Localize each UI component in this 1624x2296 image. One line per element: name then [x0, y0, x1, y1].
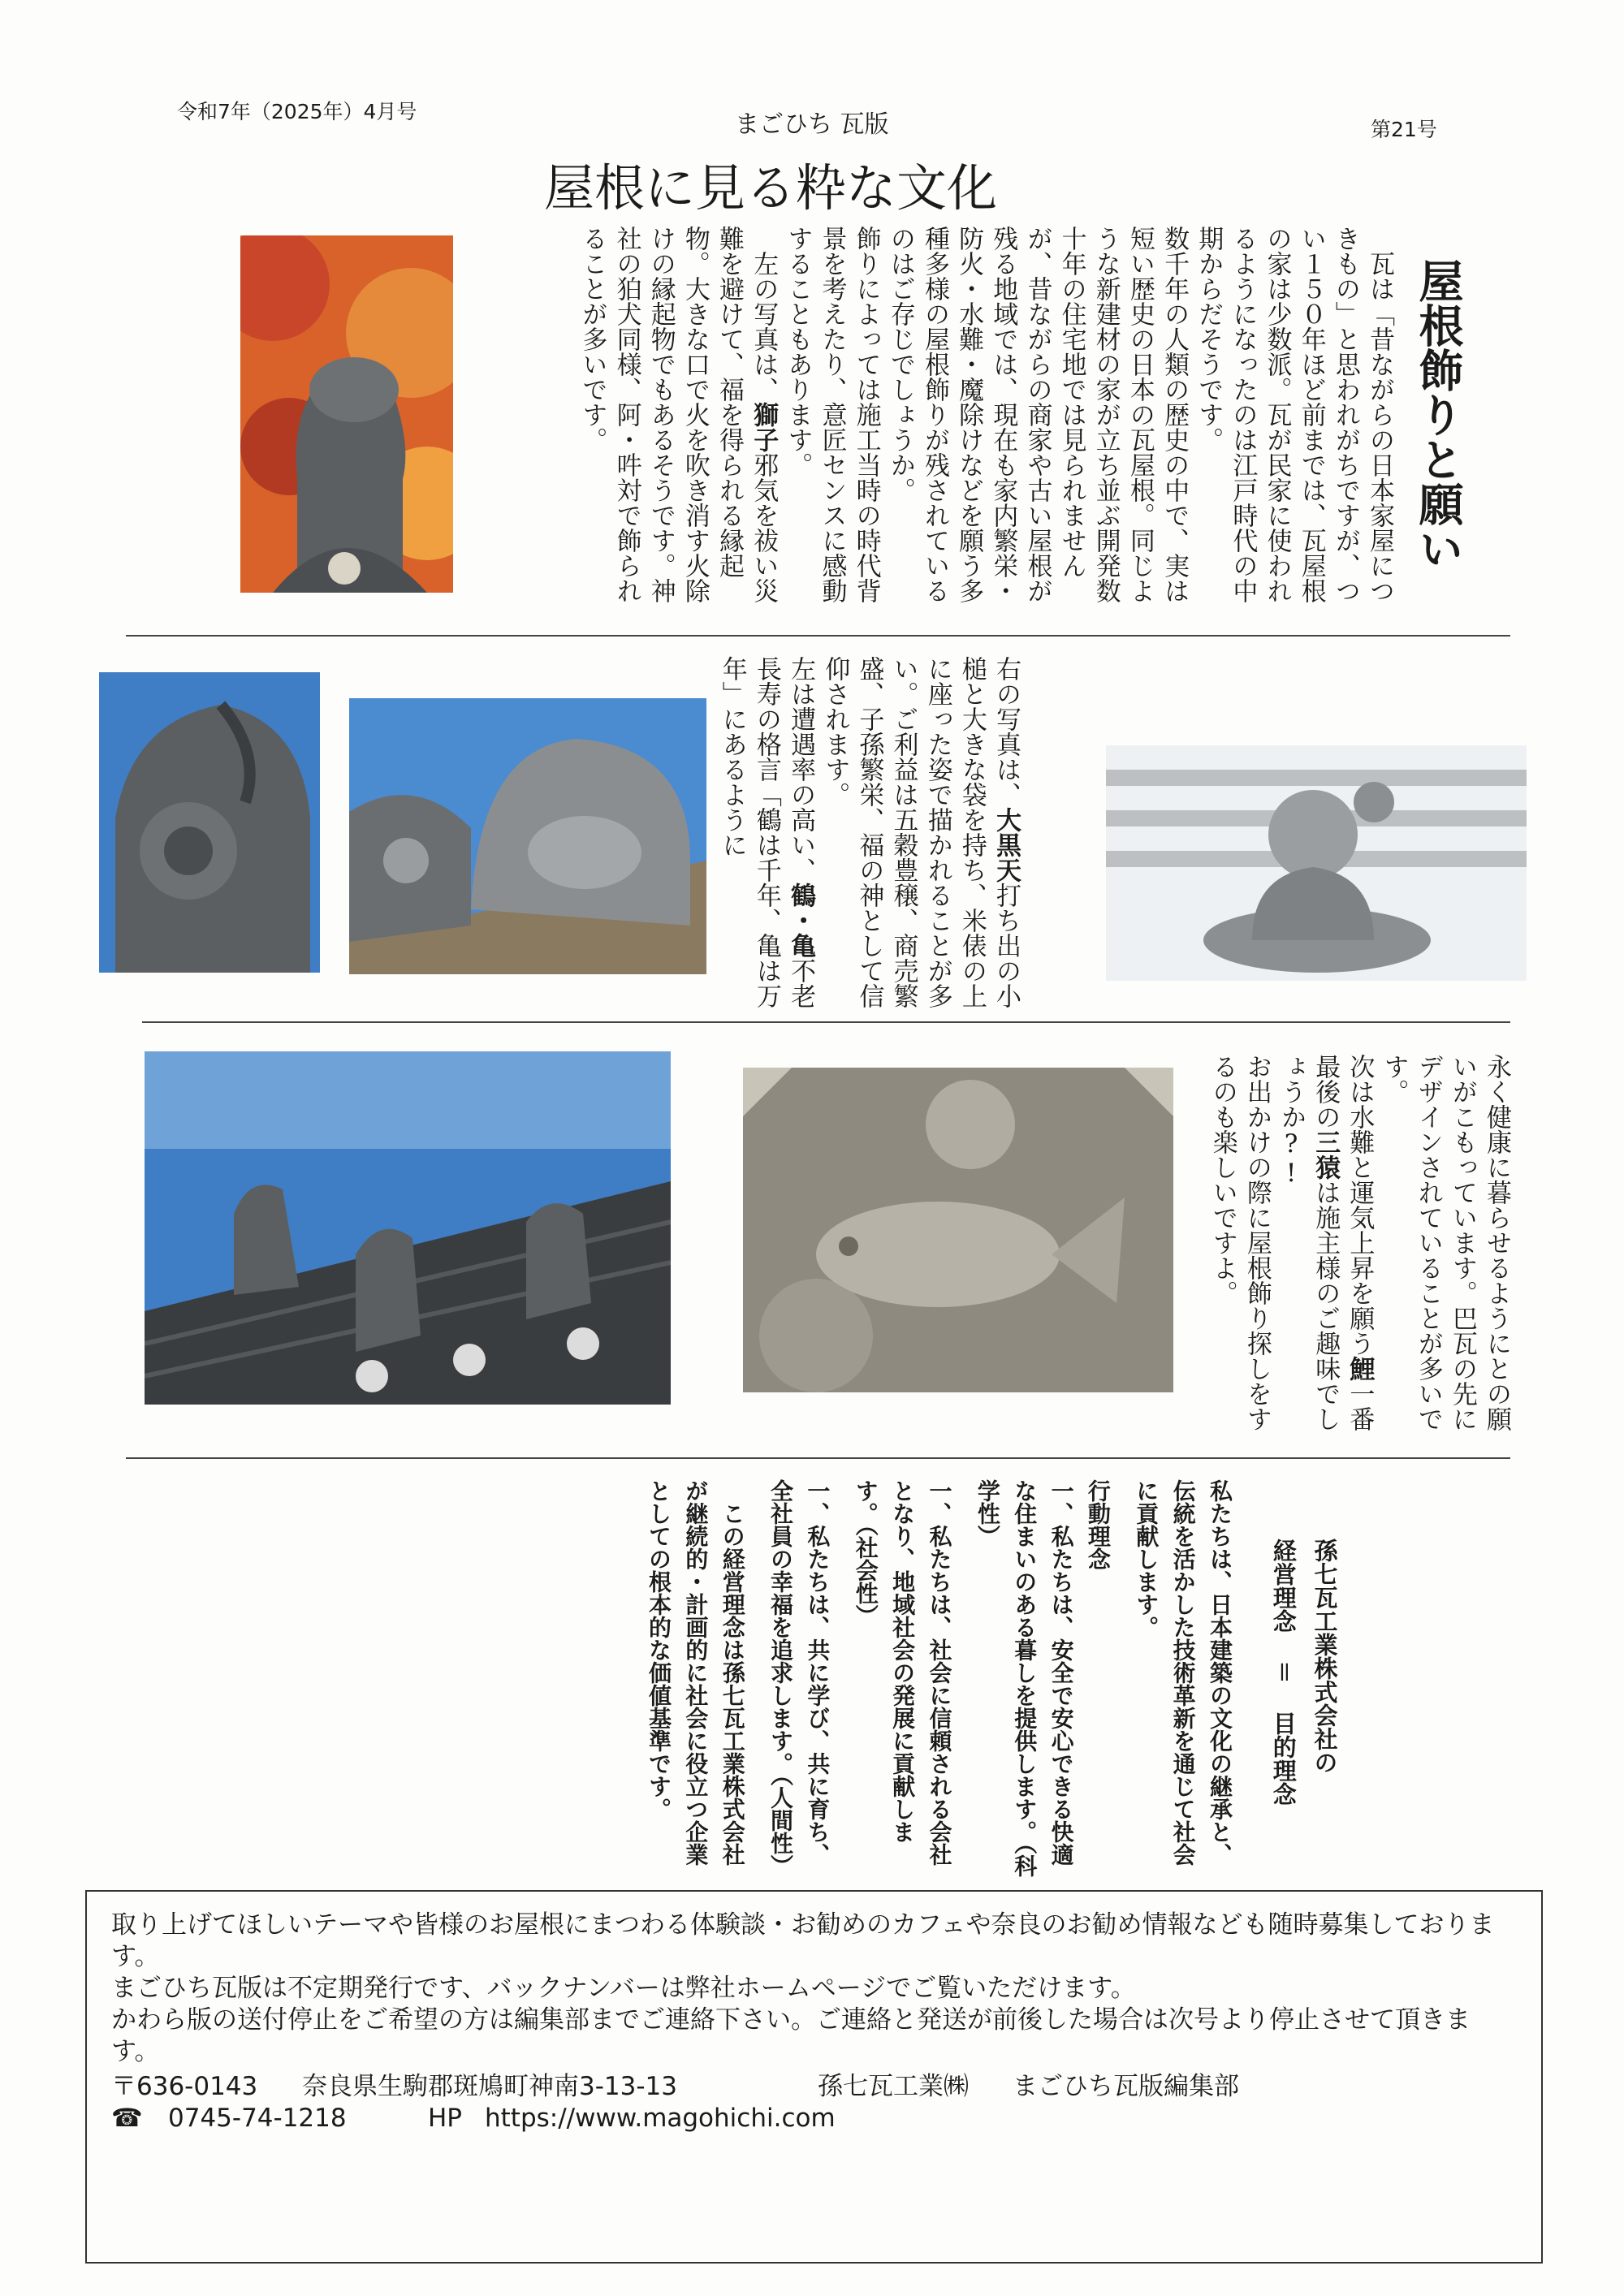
para-ornaments: 数千年の人類の歴史の中で、実は短い歴史の日本の瓦屋根。同じような新建材の家が立ち並ぶ開発数十年の住宅地では見られませんが、昔ながらの商家や古い屋根が残る地域では、現在も家内繁栄・防火・水難・魔除けなどを願う多種多様の屋根飾りが残されているのはご存じでしょうか。 [885, 226, 1190, 603]
address: 奈良県生駒郡斑鳩町神南3-13-13 [302, 2072, 677, 2101]
philosophy-closing: この経営理念は孫七瓦工業株式会社が継続的・計画的に社会に役立つ企業としての根本的な価値基準です。 [645, 1479, 746, 1866]
postal-code: 〒636-0143 [111, 2072, 258, 2101]
turtle-crest-photo [349, 698, 706, 974]
daikoku-tsurukame-text [717, 656, 1023, 1013]
para-tomoe: 永く健康に暮らせるようにとの願いがこもっています。巴瓦の先にデザインされていることが多いです。 [1379, 1054, 1511, 1431]
hp-label: HP [428, 2104, 463, 2133]
para-tsurukame: 左は遭遇率の高い、鶴・亀不老長寿の格言「鶴は千年、亀は万年」にあるように [717, 656, 816, 1008]
homepage-link[interactable]: https://www.magohichi.com [485, 2104, 836, 2133]
philosophy-title: 孫七瓦工業株式会社の 経営理念 ＝ 目的理念 [1269, 1539, 1339, 1806]
para-shishi: 左の写真は、獅子邪気を祓い災難を避けて、福を得られる縁起物。大きな口で火を吹き消す火除けの縁起物でもあるそうです。神社の狛犬同様、阿・吽対で飾られることが多いです。 [577, 226, 779, 603]
para-history: 瓦は「昔ながらの日本家屋につきもの」と思われがちですが、つい１５０年ほど前までは、瓦屋根の家は少数派。瓦が民家に使われるようになったのは江戸時代の中期からだそうです。 [1194, 226, 1394, 603]
notice-topics: 取り上げてほしいテーマや皆様のお屋根にまつわる体験談・お勧めのカフェや奈良のお勧め情報なども随時募集しております。 [111, 1910, 1495, 1971]
divider-2 [142, 1021, 1510, 1023]
notice-box [85, 1890, 1543, 2264]
notice-backnumber: まごひち瓦版は不定期発行です、バックナンバーは弊社ホームページでご覧いただけます。 [111, 1974, 1136, 2003]
page-title: 屋根に見る粋な文化 [544, 158, 998, 218]
three-monkeys-photo [145, 1051, 671, 1405]
oni-tile-photo [99, 672, 320, 973]
para-koi-sanzaru: 次は水難と運気上昇を願う鯉一番最後の三猿は施主様のご趣味でしょうか?! [1276, 1054, 1375, 1431]
shishi-photo [240, 235, 453, 593]
mission-statement: 私たちは、日本建築の文化の継承と、伝統を活かした技術革新を通じて社会に貢献します。 [1133, 1479, 1233, 1866]
action-society: 一、私たちは、社会に信頼される会社となり、地域社会の発展に貢献します。（社会性） [852, 1479, 953, 1866]
action-title: 行動理念 [1084, 1479, 1112, 1570]
divider-1 [126, 635, 1510, 637]
philosophy-body [195, 1479, 1238, 1885]
phone-number: 0745-74-1218 [168, 2104, 347, 2133]
section-body [475, 226, 1397, 611]
koi-text [1187, 1054, 1514, 1452]
phone-icon: ☎ [111, 2104, 143, 2133]
action-science: 一、私たちは、安全で安心できる快適な住まいのある暮しを提供します。（科学性） [974, 1479, 1075, 1877]
company-name: 孫七瓦工業㈱ [818, 2072, 969, 2101]
para-design: 飾りによっては施工当時の時代背景を考えたり、意匠センスに感動することもあります。 [783, 226, 881, 603]
section-heading: 屋根飾りと願い [1411, 258, 1464, 571]
contact-line [111, 2103, 1517, 2134]
issue-date: 令和7年（2025年）4月号 [177, 100, 417, 123]
series-name: まごひち 瓦版 [735, 110, 889, 139]
action-humanity: 一、私たちは、共に学び、共に育ち、全社員の幸福を追求します。（人間性） [767, 1479, 831, 1877]
divider-3 [126, 1457, 1510, 1459]
editorial-dept: まごひち瓦版編集部 [1013, 2072, 1239, 2101]
para-outing: お出かけの際に屋根飾り探しをするのも楽しいですよ。 [1207, 1054, 1272, 1431]
koi-crest-photo [743, 1068, 1173, 1392]
daikoku-photo [1106, 745, 1527, 981]
para-daikoku: 右の写真は、大黒天打ち出の小槌と大きな袋を持ち、米俵の上に座った姿で描かれることが多い。ご利益は五穀豊穣、商売繁盛、子孫繁栄、福の神として信仰されます。 [820, 656, 1021, 1008]
notice-unsubscribe: かわら版の送付停止をご希望の方は編集部までご連絡下さい。ご連絡と発送が前後した場合は次号より停止させて頂きます。 [111, 2005, 1471, 2066]
address-line [111, 2071, 1517, 2103]
issue-number: 第21号 [1371, 118, 1437, 141]
